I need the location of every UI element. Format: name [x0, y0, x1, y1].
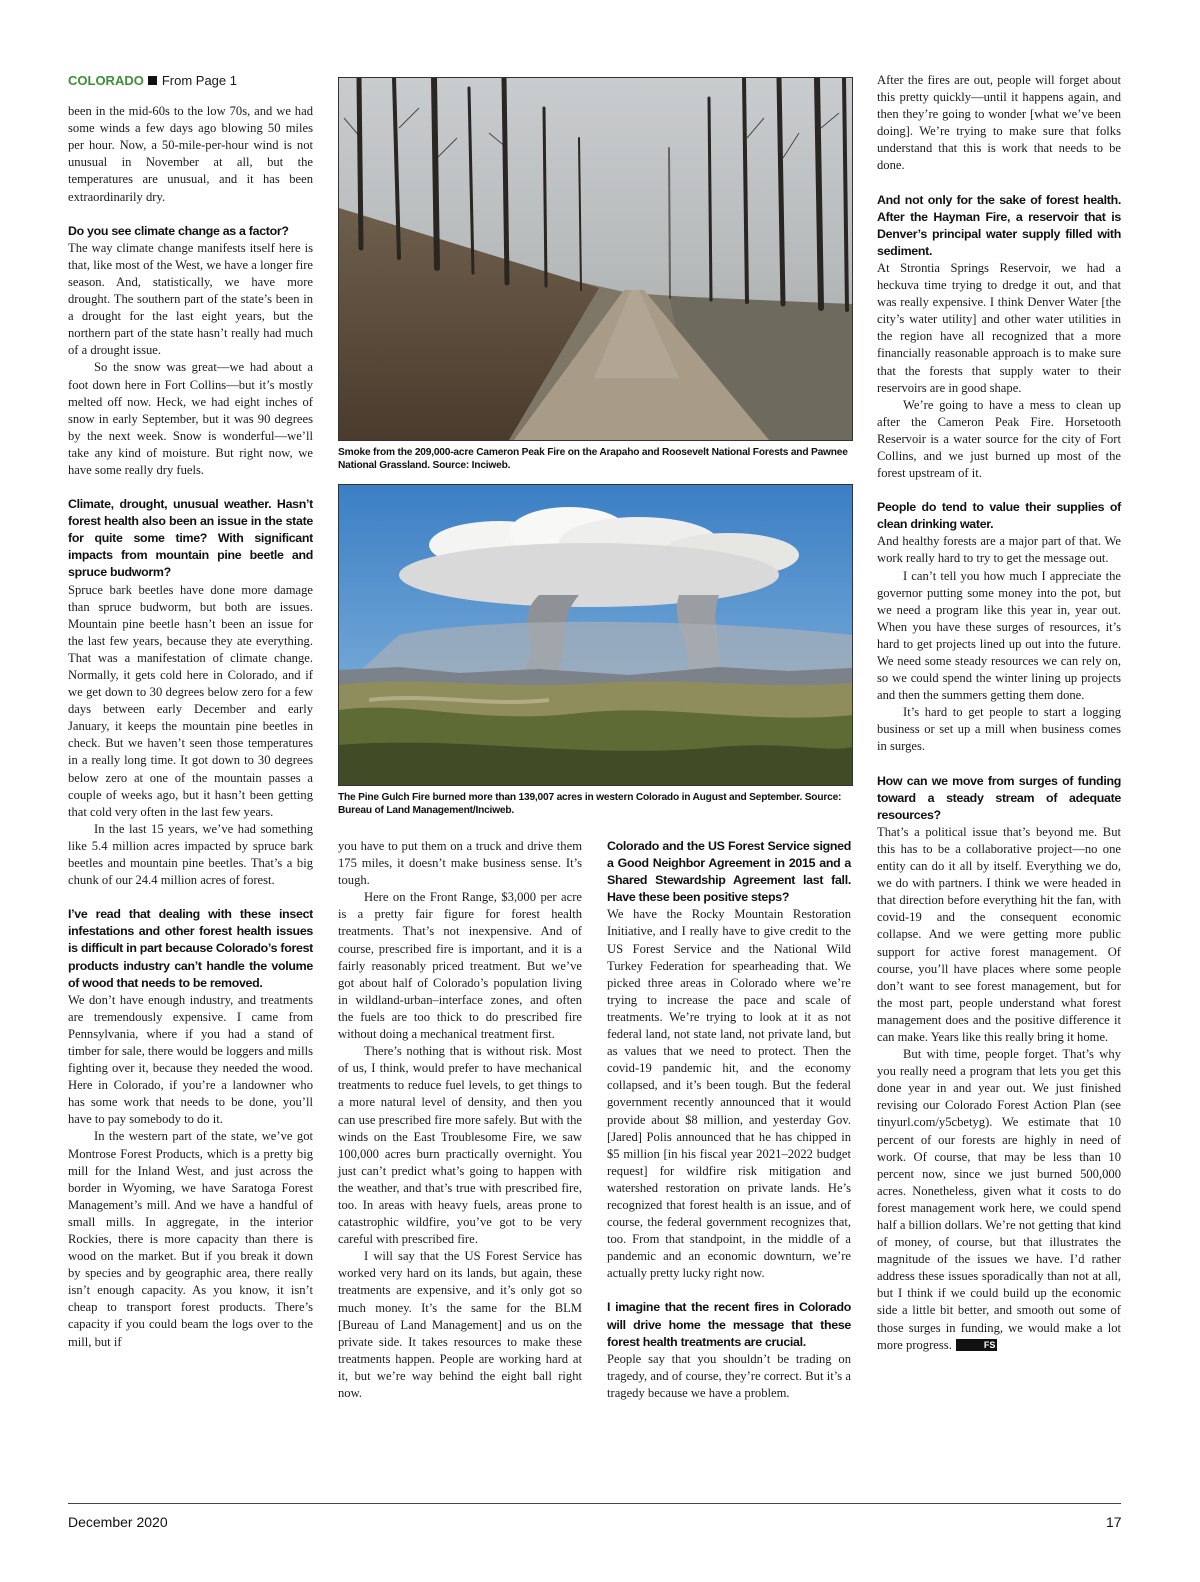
paragraph-text: But with time, people forget. That’s why you really need a program that lets you get this done year in and year out. We just finished revising our Colorado Forest Action Plan (see tinyurl.com/y5cbetyg). We estimate that 10 percent of our forests are highly in need of work. Of course, that may be less than 10 percent now, since we just burned 500,000 acres. Nonetheless, given what it costs to do forest management work here, we could spend half a billion dollars. We’re not getting that kind of money, of course, but that illustrates the magnitude of the issues we have. I’d rather address these issues sporadically than not at all, but I think if we could build up the economic side a little bit better, and smooth out some of those surges in funding, we would make a lot more progress. [877, 1047, 1121, 1352]
paragraph: The way climate change manifests itself here is that, like most of the West, we have a longer fire season. And, statistically, we have more drought. The southern part of the state’s been in a drought for the last eight years, but the northern part of the state hasn’t really had much of a drought issue. [68, 240, 313, 358]
smoky-forest-road-image [339, 78, 852, 440]
continuation-kicker [68, 72, 313, 89]
column-3 [607, 838, 851, 1402]
column-4 [877, 72, 1121, 1354]
paragraph: That’s a political issue that’s beyond me. But this has to be a collaborative project—no one entity can do it all by itself. Everything we do, we do with partners. I think we were headed in that direction before everything hit the fan, with covid-19 and the consequent economic collapse. And we were getting more public support for active forest management. Of course, you’ll have places where some people don’t want to see forest management, but for the most part, people understand what forest management does and the positive difference it can make. Years like this really bring it home. [877, 824, 1121, 1044]
section-label: COLORADO [68, 73, 144, 88]
paragraph: There’s nothing that is without risk. Most of us, I think, would prefer to have mechanical treatments to reduce fuel levels, to get things to a more natural level of density, and then you can use prescribed fire more safely. But with the winds on the East Troublesome Fire, we saw 100,000 acres burn practically overnight. You just can’t predict what’s going to happen with the weather, and that’s true with prescribed fire, too. In areas with heavy fuels, areas prone to catastrophic wildfire, you’ve got to be very careful with prescribed fire. [338, 1044, 582, 1247]
photo-caption: Smoke from the 209,000-acre Cameron Peak Fire on the Arapaho and Roosevelt National Forests and Pawnee National Grassland. Source: Inciweb. [338, 447, 848, 471]
photo-caption: The Pine Gulch Fire burned more than 139,007 acres in western Colorado in August and September. Source: Bureau of Land Management/Inciweb. [338, 792, 842, 816]
from-page-label: From Page 1 [161, 73, 237, 88]
question-heading: Colorado and the US Forest Service signed a Good Neighbor Agreement in 2015 and a Shared Stewardship Agreement last fall. Have these been positive steps? [607, 839, 851, 905]
paragraph: We have the Rocky Mountain Restoration Initiative, and I really have to give credit to the US Forest Service and the National Wild Turkey Federation for spearheading that. We picked three areas in Colorado where we’re trying to increase the pace and scale of treatments. We’re trying to look at it as not federal land, not state land, not private land, but as values that we need to protect. Then the covid-19 pandemic hit, and the economy collapsed, and it’s been tough. But the federal government recently announced that it would provide about $8 million, and yesterday Gov. [Jared] Polis announced that he has chipped in $5 million [in his fiscal year 2021–2022 budget request] for wildfire risk mitigation and watershed restoration on private lands. He’s recognized that forest health is an issue, and of course, the federal government recognizes that, too. From that standpoint, in the middle of a pandemic and an economic downturn, we’re actually pretty lucky right now. [607, 907, 851, 1281]
paragraph: I will say that the US Forest Service has worked very hard on its lands, but again, these treatments are expensive, and it’s only got so much money. It’s the same for the BLM [Bureau of Land Management] and us on the private side. It takes resources to make these treatments happen. People are working hard at it, but we’re way behind the eight ball right now. [338, 1249, 582, 1400]
question-heading: How can we move from surges of funding toward a steady stream of adequate resources? [877, 773, 1121, 822]
paragraph: I can’t tell you how much I appreciate the governor putting some money into the pot, but we need a program like this year in, year out. When you have these surges of resources, it’s hard to get projects lined up out into the future. We need some steady resources we can rely on, so we could spend the winter lining up projects and then the summers getting them done. [877, 568, 1121, 703]
smoke-plume-landscape-image [339, 485, 852, 785]
paragraph: Here on the Front Range, $3,000 per acre is a pretty fair figure for forest health treatments. That’s not inexpensive. And of course, prescribed fire is important, and it is a fairly reasonably priced treatment. But we’ve got about half of Colorado’s population living in wildland-urban–interface zones, and often the fuels are too thick to do prescribed fire without doing a mechanical treatment first. [338, 890, 582, 1042]
photo-pine-gulch-fire [338, 484, 853, 786]
page-number: 17 [1106, 1514, 1122, 1530]
paragraph: And healthy forests are a major part of that. We work really hard to try to get the message out. [877, 534, 1121, 566]
paragraph: In the western part of the state, we’ve got Montrose Forest Products, which is a pretty big mill for the Inland West, and just across the border in Wyoming, we have Saratoga Forest Management’s mill. And we have a handful of small mills. In aggregate, in the interior Rockies, there is more capacity than there is wood on the market. But if you break it down by species and by geographic area, there really isn’t enough capacity. As you know, it isn’t cheap to transport forest products. There’s capacity if you could beam the logs over to the mill, but if [68, 1129, 313, 1349]
question-heading: I’ve read that dealing with these insect infestations and other forest health issues is difficult in part because Colorado’s forest products industry can’t handle the volume of wood that needs to be removed. [68, 907, 313, 990]
question-heading: And not only for the sake of forest health. After the Hayman Fire, a reservoir that is Denver’s principal water supply filled with sediment. [877, 192, 1121, 258]
footer-divider [68, 1503, 1121, 1504]
question-heading: Climate, drought, unusual weather. Hasn’t forest health also been an issue in the state for quite some time? With significant impacts from mountain pine beetle and spruce budworm? [68, 497, 313, 580]
question-heading: People do tend to value their supplies of clean drinking water. [877, 500, 1121, 532]
square-bullet-icon [148, 76, 157, 85]
paragraph: At Strontia Springs Reservoir, we had a heckuva time trying to dredge it out, and that was really expensive. I think Denver Water [the city’s water utility] and other water utilities in the region have all recognized that a more financially reasonable approach is to make sure that the forests that supply water to their reservoirs are in good shape. [877, 260, 1121, 395]
paragraph: So the snow was great—we had about a foot down here in Fort Collins—but it’s mostly melted off now. Heck, we had eight inches of snow in early September, but it was 90 degrees by the next week. Snow is wonderful—we’ll take any kind of moisture. But right now, we have some really dry fuels. [68, 360, 313, 477]
column-2 [338, 838, 582, 1402]
paragraph: you have to put them on a truck and drive them 175 miles, it doesn’t make business sense. It’s tough. [338, 839, 582, 888]
paragraph: Spruce bark beetles have done more damage than spruce budworm, but both are issues. Mountain pine beetle hasn’t been an issue for the last few years, because they ate everything. That was a manifestation of climate change. Normally, it gets cold here in Colorado, and if we get down to 30 degrees below zero for a few days between early December and early January, it keeps the mountain pine beetles in check. But we haven’t seen those temperatures in a really long time. It got down to 30 degrees below zero at one of the mountain passes a couple of weeks ago, but it hasn’t been getting that cold very often in the last few years. [68, 582, 313, 819]
paragraph: In the last 15 years, we’ve had something like 5.4 million acres impacted by spruce bark beetles and mountain pine beetles. That’s a big chunk of our 24.4 million acres of forest. [68, 821, 313, 888]
paragraph: People say that you shouldn’t be trading on tragedy, and of course, they’re correct. But it’s a tragedy because we have a problem. [607, 1351, 851, 1400]
paragraph: After the fires are out, people will forget about this pretty quickly—until it happens again, and then they’re going to wonder [what we’ve been doing]. We’re trying to make sure that folks understand that this is work that needs to be done. [877, 73, 1121, 173]
paragraph: It’s hard to get people to start a logging business or set up a mill when business comes in surges. [877, 705, 1121, 754]
issue-date: December 2020 [68, 1514, 168, 1530]
paragraph: We don’t have enough industry, and treatments are tremendously expensive. I came from Pennsylvania, where if you had a stand of timber for sale, there would be loggers and mills fighting over it, because they needed the wood. Here in Colorado, if you’re a landowner who has some work that needs to be done, you’ll have to pay somebody to do it. [68, 992, 313, 1127]
question-heading: Do you see climate change as a factor? [68, 223, 289, 238]
photo-cameron-peak-fire [338, 77, 853, 441]
paragraph: been in the mid-60s to the low 70s, and we had some winds a few days ago blowing 50 miles per hour. Now, a 50-mile-per-hour wind is not unusual in November at all, but the temperatures are unusual, and it has been extraordinarily dry. [68, 104, 313, 204]
column-1 [68, 72, 313, 1351]
question-heading: I imagine that the recent fires in Colorado will drive home the message that these forest health treatments are crucial. [607, 1300, 851, 1349]
paragraph-final [877, 1046, 1121, 1354]
paragraph: We’re going to have a mess to clean up after the Cameron Peak Fire. Horsetooth Reservoir is a water source for the city of Fort Collins, and we just burned up most of the forest upstream of it. [877, 397, 1121, 481]
end-mark-icon: FS [956, 1339, 998, 1351]
